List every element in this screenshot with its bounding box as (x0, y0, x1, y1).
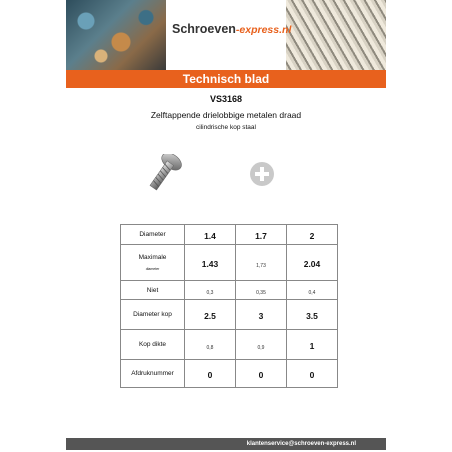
row-label-text: Diameter kop (133, 311, 172, 318)
table-cell (236, 225, 287, 245)
table-cell (236, 245, 287, 281)
table-row (121, 360, 338, 388)
row-label-text: Niet (146, 286, 159, 294)
screw-icon (148, 154, 206, 206)
cell-value: 0,4 (308, 290, 316, 296)
cell-value: 0 (258, 369, 264, 380)
row-label (121, 330, 185, 360)
logo-main-text: Schroeven (172, 22, 236, 36)
product-description: Zelftappende drielobbige metalen draad (150, 110, 302, 120)
row-label-text: Kop dikte (138, 341, 167, 348)
cell-value: 0,3 (206, 290, 214, 296)
table-cell (236, 300, 287, 330)
tools-photo (66, 0, 166, 70)
row-label-text: Diameter (139, 231, 166, 238)
cell-value: 0,35 (256, 290, 266, 296)
table-cell (185, 330, 236, 360)
cell-value: 0,9 (257, 344, 265, 351)
table-cell (236, 281, 287, 300)
table-cell (287, 300, 338, 330)
spec-table (120, 224, 338, 388)
spec-sheet-page (66, 0, 386, 452)
brand-logo[interactable] (172, 22, 291, 36)
footer-bar (66, 438, 386, 450)
table-row (121, 330, 338, 360)
table-cell (287, 330, 338, 360)
cell-value: 1.43 (201, 258, 219, 269)
table-cell (185, 360, 236, 388)
cell-value: 2.04 (303, 258, 321, 269)
cell-value: 3.5 (306, 310, 318, 321)
row-label (121, 360, 185, 388)
screws-photo (286, 0, 386, 70)
table-cell (287, 360, 338, 388)
table-cell (287, 281, 338, 300)
cell-value: 1 (309, 340, 315, 351)
table-row (121, 281, 338, 300)
row-label-sub: diameter (145, 267, 160, 271)
logo-accent-text: -express.nl (235, 24, 292, 36)
table-row (121, 245, 338, 281)
table-cell (185, 245, 236, 281)
table-cell (236, 360, 287, 388)
cell-value: 1.4 (204, 230, 216, 241)
header-banner (66, 0, 386, 70)
table-cell (185, 225, 236, 245)
row-label (121, 281, 185, 300)
technical-sheet-title: Technisch blad (66, 70, 386, 88)
row-label (121, 245, 185, 281)
table-cell (236, 330, 287, 360)
cell-value: 1,73 (256, 262, 266, 269)
customer-service-email[interactable]: klantenservice@schroeven-express.nl (246, 441, 356, 447)
cell-value: 1.7 (255, 230, 267, 241)
cell-value: 0 (207, 369, 213, 380)
cell-value: 2.5 (204, 310, 216, 321)
product-head-type: cilindrische kop staal (196, 124, 256, 131)
plus-icon[interactable] (250, 162, 274, 186)
table-cell (185, 300, 236, 330)
cell-value: 0 (309, 369, 315, 380)
product-code: VS3168 (209, 94, 243, 104)
row-label-text: Afdruknummer (131, 370, 174, 377)
table-row (121, 225, 338, 245)
cell-value: 2 (309, 230, 315, 241)
row-label (121, 225, 185, 245)
table-cell (287, 245, 338, 281)
table-row (121, 300, 338, 330)
cell-value: 3 (258, 310, 264, 321)
table-cell (287, 225, 338, 245)
cell-value: 0,8 (206, 344, 214, 351)
row-label-text: Maximale (138, 254, 167, 261)
table-cell (185, 281, 236, 300)
row-label (121, 300, 185, 330)
